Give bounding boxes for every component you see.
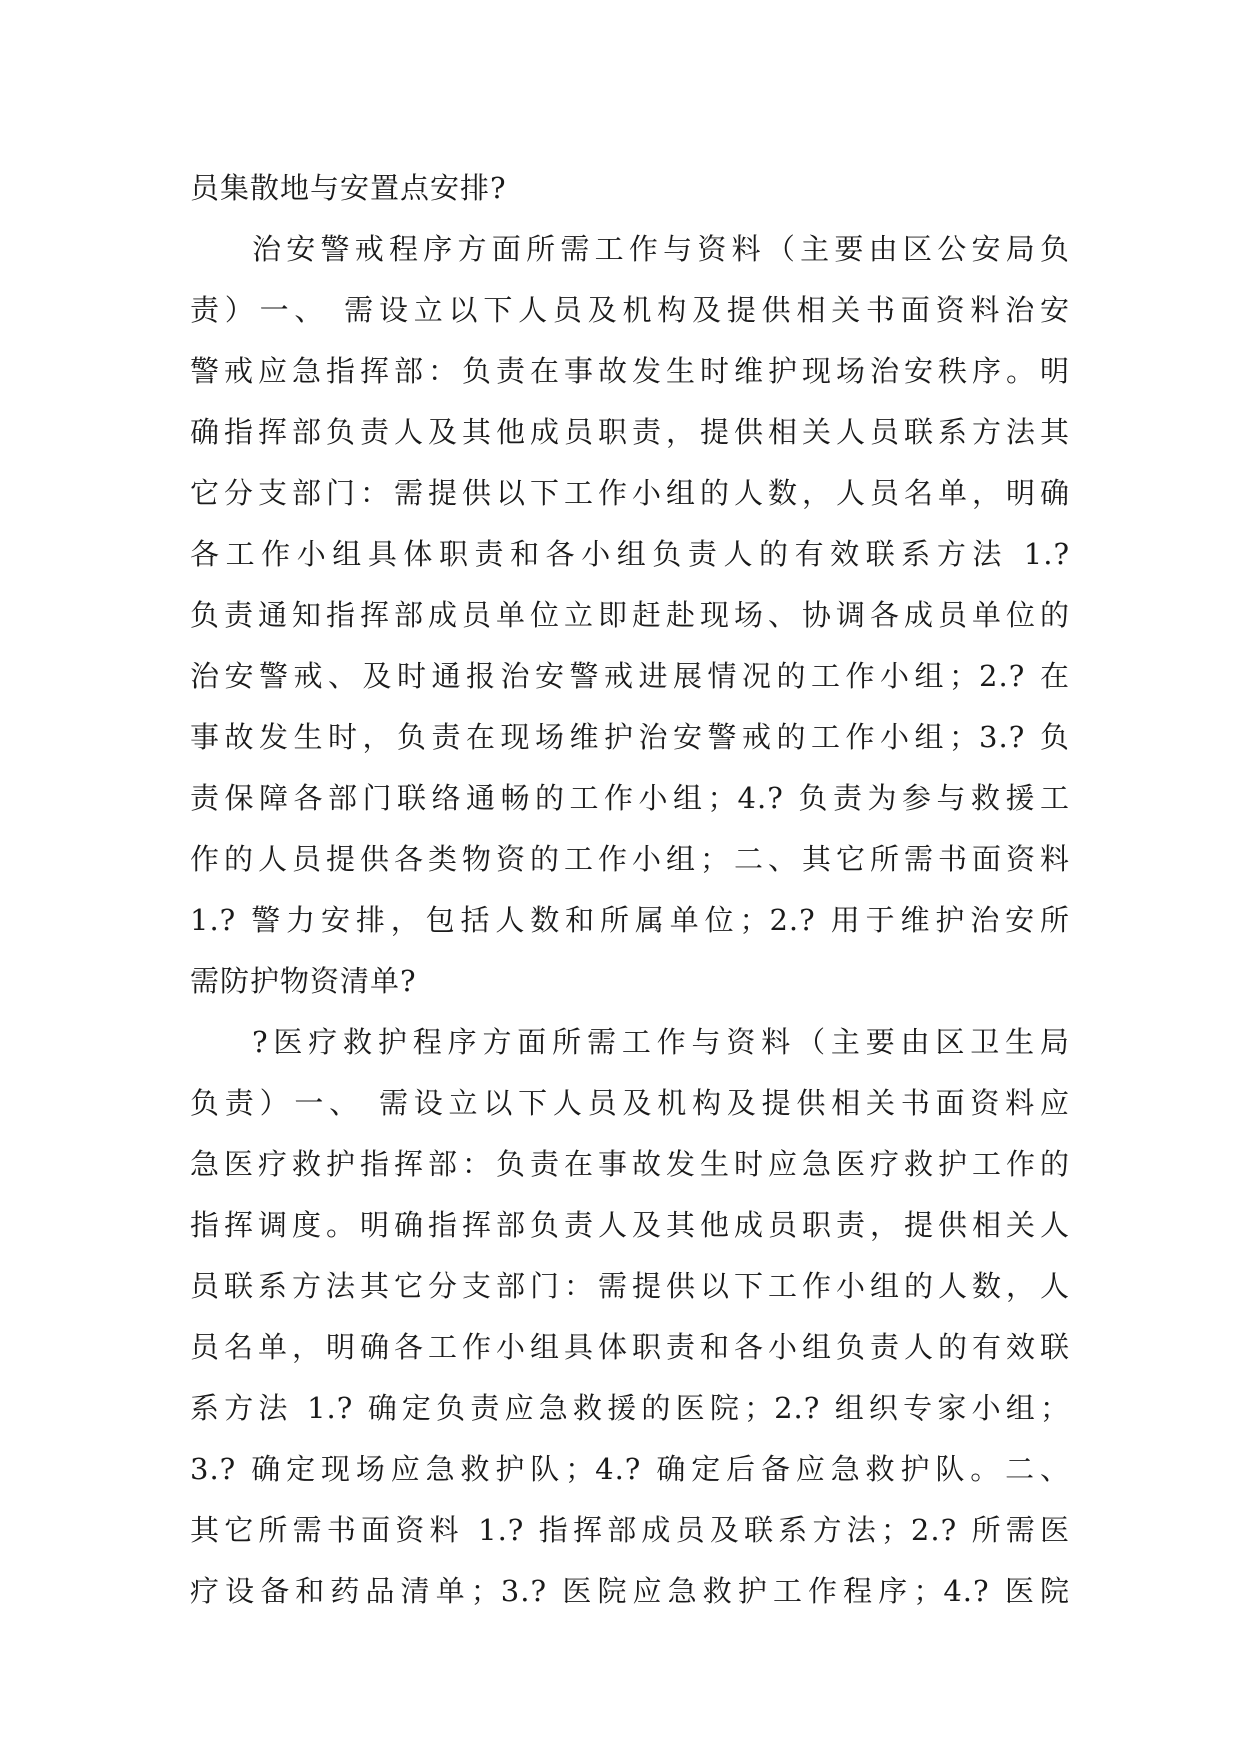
text-line: 1.? 警力安排，包括人数和所属单位；2.? 用于维护治安所 bbox=[190, 903, 1070, 937]
text-line: 疗设备和药品清单；3.? 医院应急救护工作程序；4.? 医院 bbox=[190, 1574, 1070, 1608]
text-line: 治安警戒、及时通报治安警戒进展情况的工作小组；2.? 在 bbox=[190, 659, 1070, 693]
text-line: 急医疗救护指挥部：负责在事故发生时应急医疗救护工作的 bbox=[190, 1147, 1070, 1181]
text-line: 员集散地与安置点安排? bbox=[190, 171, 507, 205]
text-line: 责保障各部门联络通畅的工作小组；4.? 负责为参与救援工 bbox=[190, 781, 1070, 815]
document-body bbox=[190, 158, 1070, 1622]
text-line: 警戒应急指挥部：负责在事故发生时维护现场治安秩序。明 bbox=[190, 354, 1070, 388]
text-line: 负责通知指挥部成员单位立即赶赴现场、协调各成员单位的 bbox=[190, 598, 1070, 632]
text-line: 作的人员提供各类物资的工作小组；二、其它所需书面资料 bbox=[190, 842, 1070, 876]
text-line: 系方法 1.? 确定负责应急救援的医院；2.? 组织专家小组； bbox=[190, 1391, 1070, 1425]
text-line: 指挥调度。明确指挥部负责人及其他成员职责，提供相关人 bbox=[190, 1208, 1070, 1242]
paragraph-start-line: 治安警戒程序方面所需工作与资料（主要由区公安局负 bbox=[252, 232, 1070, 266]
text-line: 确指挥部负责人及其他成员职责，提供相关人员联系方法其 bbox=[190, 415, 1070, 449]
text-line: 其它所需书面资料 1.? 指挥部成员及联系方法；2.? 所需医 bbox=[190, 1513, 1070, 1547]
text-line: 员名单，明确各工作小组具体职责和各小组负责人的有效联 bbox=[190, 1330, 1070, 1364]
text-line: 它分支部门：需提供以下工作小组的人数，人员名单，明确 bbox=[190, 476, 1070, 510]
paragraph-end-line: 需防护物资清单? bbox=[190, 964, 417, 998]
text-line: 负责）一、 需设立以下人员及机构及提供相关书面资料应 bbox=[190, 1086, 1070, 1120]
text-line: 3.? 确定现场应急救护队；4.? 确定后备应急救护队。二、 bbox=[190, 1452, 1070, 1486]
text-line: 员联系方法其它分支部门：需提供以下工作小组的人数，人 bbox=[190, 1269, 1070, 1303]
text-line: 各工作小组具体职责和各小组负责人的有效联系方法 1.? bbox=[190, 537, 1070, 571]
paragraph-start-line: ?医疗救护程序方面所需工作与资料（主要由区卫生局 bbox=[252, 1025, 1070, 1059]
text-line: 责）一、 需设立以下人员及机构及提供相关书面资料治安 bbox=[190, 293, 1070, 327]
text-line: 事故发生时，负责在现场维护治安警戒的工作小组；3.? 负 bbox=[190, 720, 1070, 754]
